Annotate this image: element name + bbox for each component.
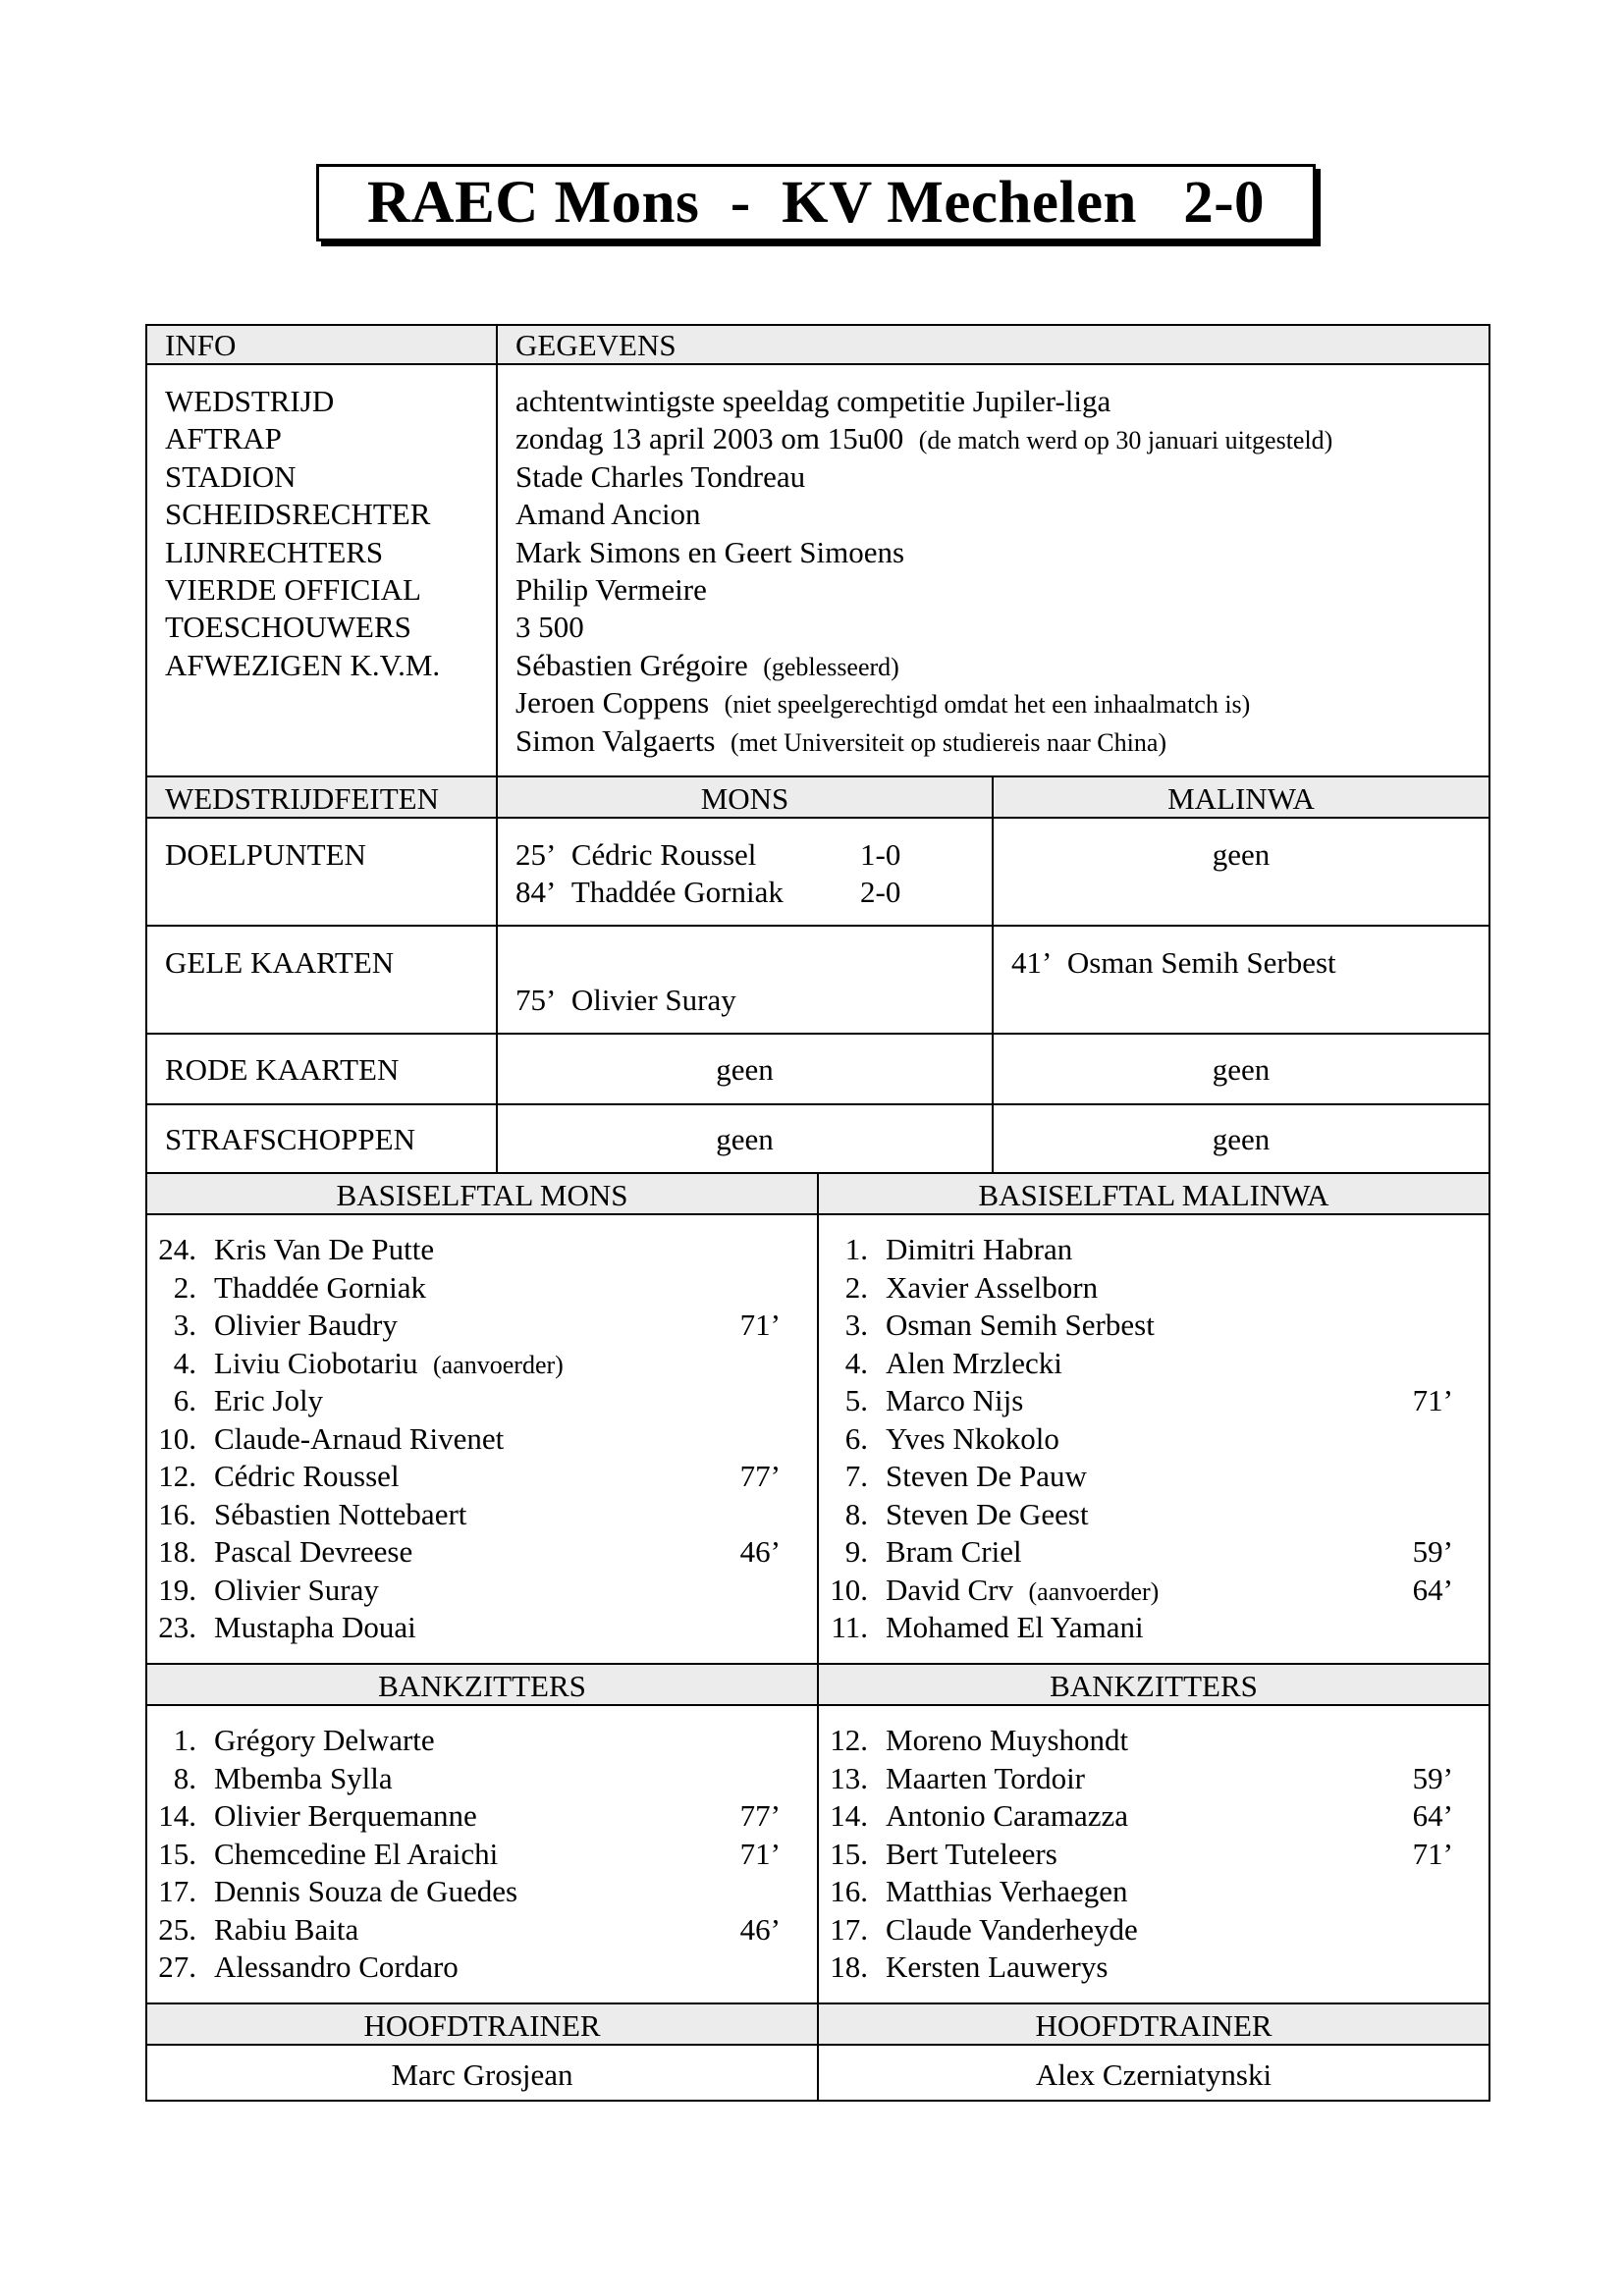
substitution-minute: 64’ xyxy=(1412,1572,1453,1607)
facts-team-away: MALINWA xyxy=(1167,781,1315,816)
player-name: Eric Joly xyxy=(214,1383,324,1417)
coach-away-header: HOOFDTRAINER xyxy=(1035,2008,1272,2043)
player-row xyxy=(147,1797,477,1835)
match-title: RAEC Mons - KV Mechelen 2-0 xyxy=(316,164,1316,241)
player-name: Liviu Ciobotariu xyxy=(214,1345,418,1380)
player-name: Claude Vanderheyde xyxy=(886,1911,1138,1947)
info-note: (de match werd op 30 januari uitgesteld) xyxy=(918,426,1333,454)
substitution-minute: 77’ xyxy=(739,1459,781,1493)
substitution-minute: 46’ xyxy=(739,1534,781,1569)
player-name: Thaddée Gorniak xyxy=(214,1269,427,1305)
player-row xyxy=(147,1760,393,1797)
player-row xyxy=(147,1609,416,1646)
player-number: 27. xyxy=(158,1949,196,1984)
player-number: 16. xyxy=(830,1874,868,1908)
info-value: Stade Charles Tondreau xyxy=(515,459,806,494)
player-number: 9. xyxy=(844,1534,868,1569)
player-row xyxy=(147,1458,400,1495)
player-number: 2. xyxy=(173,1269,196,1305)
player-row xyxy=(819,1911,1138,1949)
coach-home: Marc Grosjean xyxy=(391,2057,573,2092)
player-name: Dimitri Habran xyxy=(886,1232,1073,1266)
info-value: Mark Simons en Geert Simoens xyxy=(515,535,905,569)
coach-home-header: HOOFDTRAINER xyxy=(363,2008,601,2043)
goals-label: DOELPUNTEN xyxy=(165,837,366,872)
goals-away: geen xyxy=(1212,837,1271,872)
player-row xyxy=(819,1269,1098,1307)
player-row xyxy=(147,1836,498,1873)
red-label: RODE KAARTEN xyxy=(165,1052,400,1087)
player-row xyxy=(819,1722,1128,1759)
player-name: Olivier Suray xyxy=(214,1572,379,1607)
player-row xyxy=(147,1269,426,1307)
player-name: Alen Mrzlecki xyxy=(886,1345,1062,1380)
info-label: VIERDE OFFICIAL xyxy=(165,572,421,607)
penalty-home: geen xyxy=(716,1122,774,1156)
player-row xyxy=(147,1382,323,1419)
penalty-away: geen xyxy=(1212,1122,1271,1156)
player-row xyxy=(819,1609,1144,1646)
player-row xyxy=(819,1345,1062,1382)
player-row xyxy=(819,1458,1087,1495)
substitution-minute: 59’ xyxy=(1412,1760,1453,1795)
info-label: AFTRAP xyxy=(165,421,282,455)
info-value: Amand Ancion xyxy=(515,497,701,531)
player-name: Pascal Devreese xyxy=(214,1534,413,1569)
player-row xyxy=(819,1572,1159,1611)
substitution-minute: 71’ xyxy=(1412,1836,1453,1871)
goal-entry: 84’ Thaddée Gorniak xyxy=(515,875,784,909)
player-name: Olivier Baudry xyxy=(214,1308,398,1342)
player-number: 25. xyxy=(158,1911,196,1947)
player-row xyxy=(147,1722,435,1759)
yellow-home: 75’ Olivier Suray xyxy=(515,983,736,1017)
player-row xyxy=(147,1572,379,1609)
player-name: Mbemba Sylla xyxy=(214,1760,393,1795)
goal-score: 2-0 xyxy=(860,875,901,909)
player-name: Olivier Berquemanne xyxy=(214,1798,477,1833)
info-note: (niet speelgerechtigd omdat het een inhaalmatch is) xyxy=(724,690,1251,719)
coach-away: Alex Czerniatynski xyxy=(1035,2057,1272,2092)
player-row xyxy=(819,1496,1089,1533)
player-row xyxy=(819,1533,1022,1571)
penalty-label: STRAFSCHOPPEN xyxy=(165,1122,415,1156)
player-number: 23. xyxy=(158,1610,196,1644)
player-number: 8. xyxy=(173,1760,196,1795)
substitution-minute: 59’ xyxy=(1412,1534,1453,1569)
lineup-away-header: BASISELFTAL MALINWA xyxy=(978,1178,1329,1212)
yellow-label: GELE KAARTEN xyxy=(165,945,395,980)
info-label: TOESCHOUWERS xyxy=(165,610,411,644)
player-number: 5. xyxy=(844,1383,868,1417)
player-name: Matthias Verhaegen xyxy=(886,1874,1128,1908)
player-number: 6. xyxy=(173,1383,196,1417)
info-header: INFO xyxy=(165,328,237,362)
facts-header: WEDSTRIJDFEITEN xyxy=(165,781,439,816)
player-row xyxy=(147,1345,564,1384)
red-away: geen xyxy=(1212,1052,1271,1087)
goal-entry: 25’ Cédric Roussel xyxy=(515,837,757,872)
info-value: 3 500 xyxy=(515,610,584,644)
player-row xyxy=(819,1836,1057,1873)
player-number: 11. xyxy=(831,1610,868,1644)
info-label: SCHEIDSRECHTER xyxy=(165,497,431,531)
player-row xyxy=(147,1873,517,1910)
player-name: Steven De Geest xyxy=(886,1496,1089,1531)
info-label: WEDSTRIJD xyxy=(165,384,335,418)
player-row xyxy=(819,1873,1128,1910)
player-number: 4. xyxy=(844,1345,868,1380)
bench-away-header: BANKZITTERS xyxy=(1050,1669,1258,1703)
player-number: 19. xyxy=(158,1572,196,1607)
player-number: 24. xyxy=(158,1232,196,1266)
player-row xyxy=(147,1911,358,1949)
info-value: Philip Vermeire xyxy=(515,572,707,607)
rule xyxy=(145,775,1490,777)
player-name: Cédric Roussel xyxy=(214,1459,400,1493)
facts-team-home: MONS xyxy=(700,781,789,816)
player-name: Grégory Delwarte xyxy=(214,1723,435,1757)
info-value: Sébastien Grégoire (geblesseerd) xyxy=(515,648,899,682)
rule xyxy=(145,1033,1490,1035)
info-note: (met Universiteit op studiereis naar China) xyxy=(731,728,1167,757)
player-number: 15. xyxy=(158,1836,196,1871)
player-row xyxy=(147,1533,412,1571)
info-label: AFWEZIGEN K.V.M. xyxy=(165,648,441,682)
player-name: Yves Nkokolo xyxy=(886,1420,1059,1456)
player-number: 4. xyxy=(173,1345,196,1380)
player-number: 6. xyxy=(844,1420,868,1456)
player-number: 17. xyxy=(830,1911,868,1947)
player-number: 10. xyxy=(158,1420,196,1456)
player-number: 18. xyxy=(830,1949,868,1984)
info-header-band xyxy=(147,326,1489,363)
player-number: 3. xyxy=(844,1308,868,1342)
player-number: 15. xyxy=(830,1836,868,1871)
column-rule xyxy=(992,775,994,1174)
info-label: STADION xyxy=(165,459,297,494)
player-number: 12. xyxy=(830,1723,868,1757)
player-row xyxy=(819,1760,1085,1797)
player-row xyxy=(819,1307,1155,1344)
player-row xyxy=(819,1949,1108,1986)
player-row xyxy=(147,1420,504,1458)
player-name: Sébastien Nottebaert xyxy=(214,1496,467,1531)
player-row xyxy=(819,1420,1059,1458)
red-home: geen xyxy=(716,1052,774,1087)
substitution-minute: 71’ xyxy=(739,1308,781,1342)
player-name: Dennis Souza de Guedes xyxy=(214,1874,518,1908)
lineup-home-header: BASISELFTAL MONS xyxy=(336,1178,628,1212)
substitution-minute: 71’ xyxy=(739,1836,781,1871)
player-row xyxy=(147,1231,434,1268)
captain-note: (aanvoerder) xyxy=(1028,1576,1160,1606)
player-number: 14. xyxy=(158,1798,196,1833)
player-name: David Crv xyxy=(886,1572,1014,1607)
player-name: Bert Tuteleers xyxy=(886,1836,1057,1871)
player-number: 18. xyxy=(158,1534,196,1569)
player-name: Rabiu Baita xyxy=(214,1911,359,1947)
player-name: Chemcedine El Araichi xyxy=(214,1836,499,1871)
rule xyxy=(145,1103,1490,1105)
player-number: 1. xyxy=(844,1232,868,1266)
info-value: achtentwintigste speeldag competitie Jupiler-liga xyxy=(515,384,1111,418)
substitution-minute: 77’ xyxy=(739,1798,781,1833)
player-number: 14. xyxy=(830,1798,868,1833)
player-number: 13. xyxy=(830,1760,868,1795)
rule xyxy=(145,363,1490,365)
info-value: zondag 13 april 2003 om 15u00 (de match werd op 30 januari uitgesteld) xyxy=(515,421,1333,455)
player-name: Kris Van De Putte xyxy=(214,1232,435,1266)
player-number: 1. xyxy=(173,1723,196,1757)
player-name: Bram Criel xyxy=(886,1534,1022,1569)
player-number: 16. xyxy=(158,1496,196,1531)
player-number: 12. xyxy=(158,1459,196,1493)
info-value: Jeroen Coppens (niet speelgerechtigd omdat het een inhaalmatch is) xyxy=(515,685,1251,720)
player-number: 7. xyxy=(844,1459,868,1493)
info-label: LIJNRECHTERS xyxy=(165,535,384,569)
player-number: 17. xyxy=(158,1874,196,1908)
bench-home-header: BANKZITTERS xyxy=(378,1669,586,1703)
player-name: Moreno Muyshondt xyxy=(886,1723,1129,1757)
player-row xyxy=(147,1496,466,1533)
info-value: Simon Valgaerts (met Universiteit op studiereis naar China) xyxy=(515,723,1167,758)
player-number: 2. xyxy=(844,1269,868,1305)
player-row xyxy=(819,1231,1072,1268)
player-name: Mohamed El Yamani xyxy=(886,1610,1144,1644)
player-row xyxy=(147,1949,459,1986)
substitution-minute: 46’ xyxy=(739,1911,781,1947)
captain-note: (aanvoerder) xyxy=(433,1350,564,1379)
goal-score: 1-0 xyxy=(860,837,901,872)
player-row xyxy=(819,1797,1128,1835)
player-name: Antonio Caramazza xyxy=(886,1798,1129,1833)
player-number: 10. xyxy=(830,1572,868,1607)
substitution-minute: 64’ xyxy=(1412,1798,1453,1833)
yellow-away: 41’ Osman Semih Serbest xyxy=(1011,945,1336,980)
player-name: Xavier Asselborn xyxy=(886,1269,1099,1305)
substitution-minute: 71’ xyxy=(1412,1383,1453,1417)
info-note: (geblesseerd) xyxy=(763,653,899,681)
player-row xyxy=(147,1307,398,1344)
player-name: Osman Semih Serbest xyxy=(886,1308,1155,1342)
player-name: Steven De Pauw xyxy=(886,1459,1087,1493)
player-name: Maarten Tordoir xyxy=(886,1760,1085,1795)
player-name: Claude-Arnaud Rivenet xyxy=(214,1420,505,1456)
player-name: Mustapha Douai xyxy=(214,1610,416,1644)
player-name: Kersten Lauwerys xyxy=(886,1949,1109,1984)
column-rule xyxy=(496,324,498,1174)
player-name: Alessandro Cordaro xyxy=(214,1949,459,1984)
player-row xyxy=(819,1382,1023,1419)
player-number: 3. xyxy=(173,1308,196,1342)
gegevens-header: GEGEVENS xyxy=(515,328,677,362)
player-number: 8. xyxy=(844,1496,868,1531)
rule xyxy=(145,925,1490,927)
player-name: Marco Nijs xyxy=(886,1383,1024,1417)
